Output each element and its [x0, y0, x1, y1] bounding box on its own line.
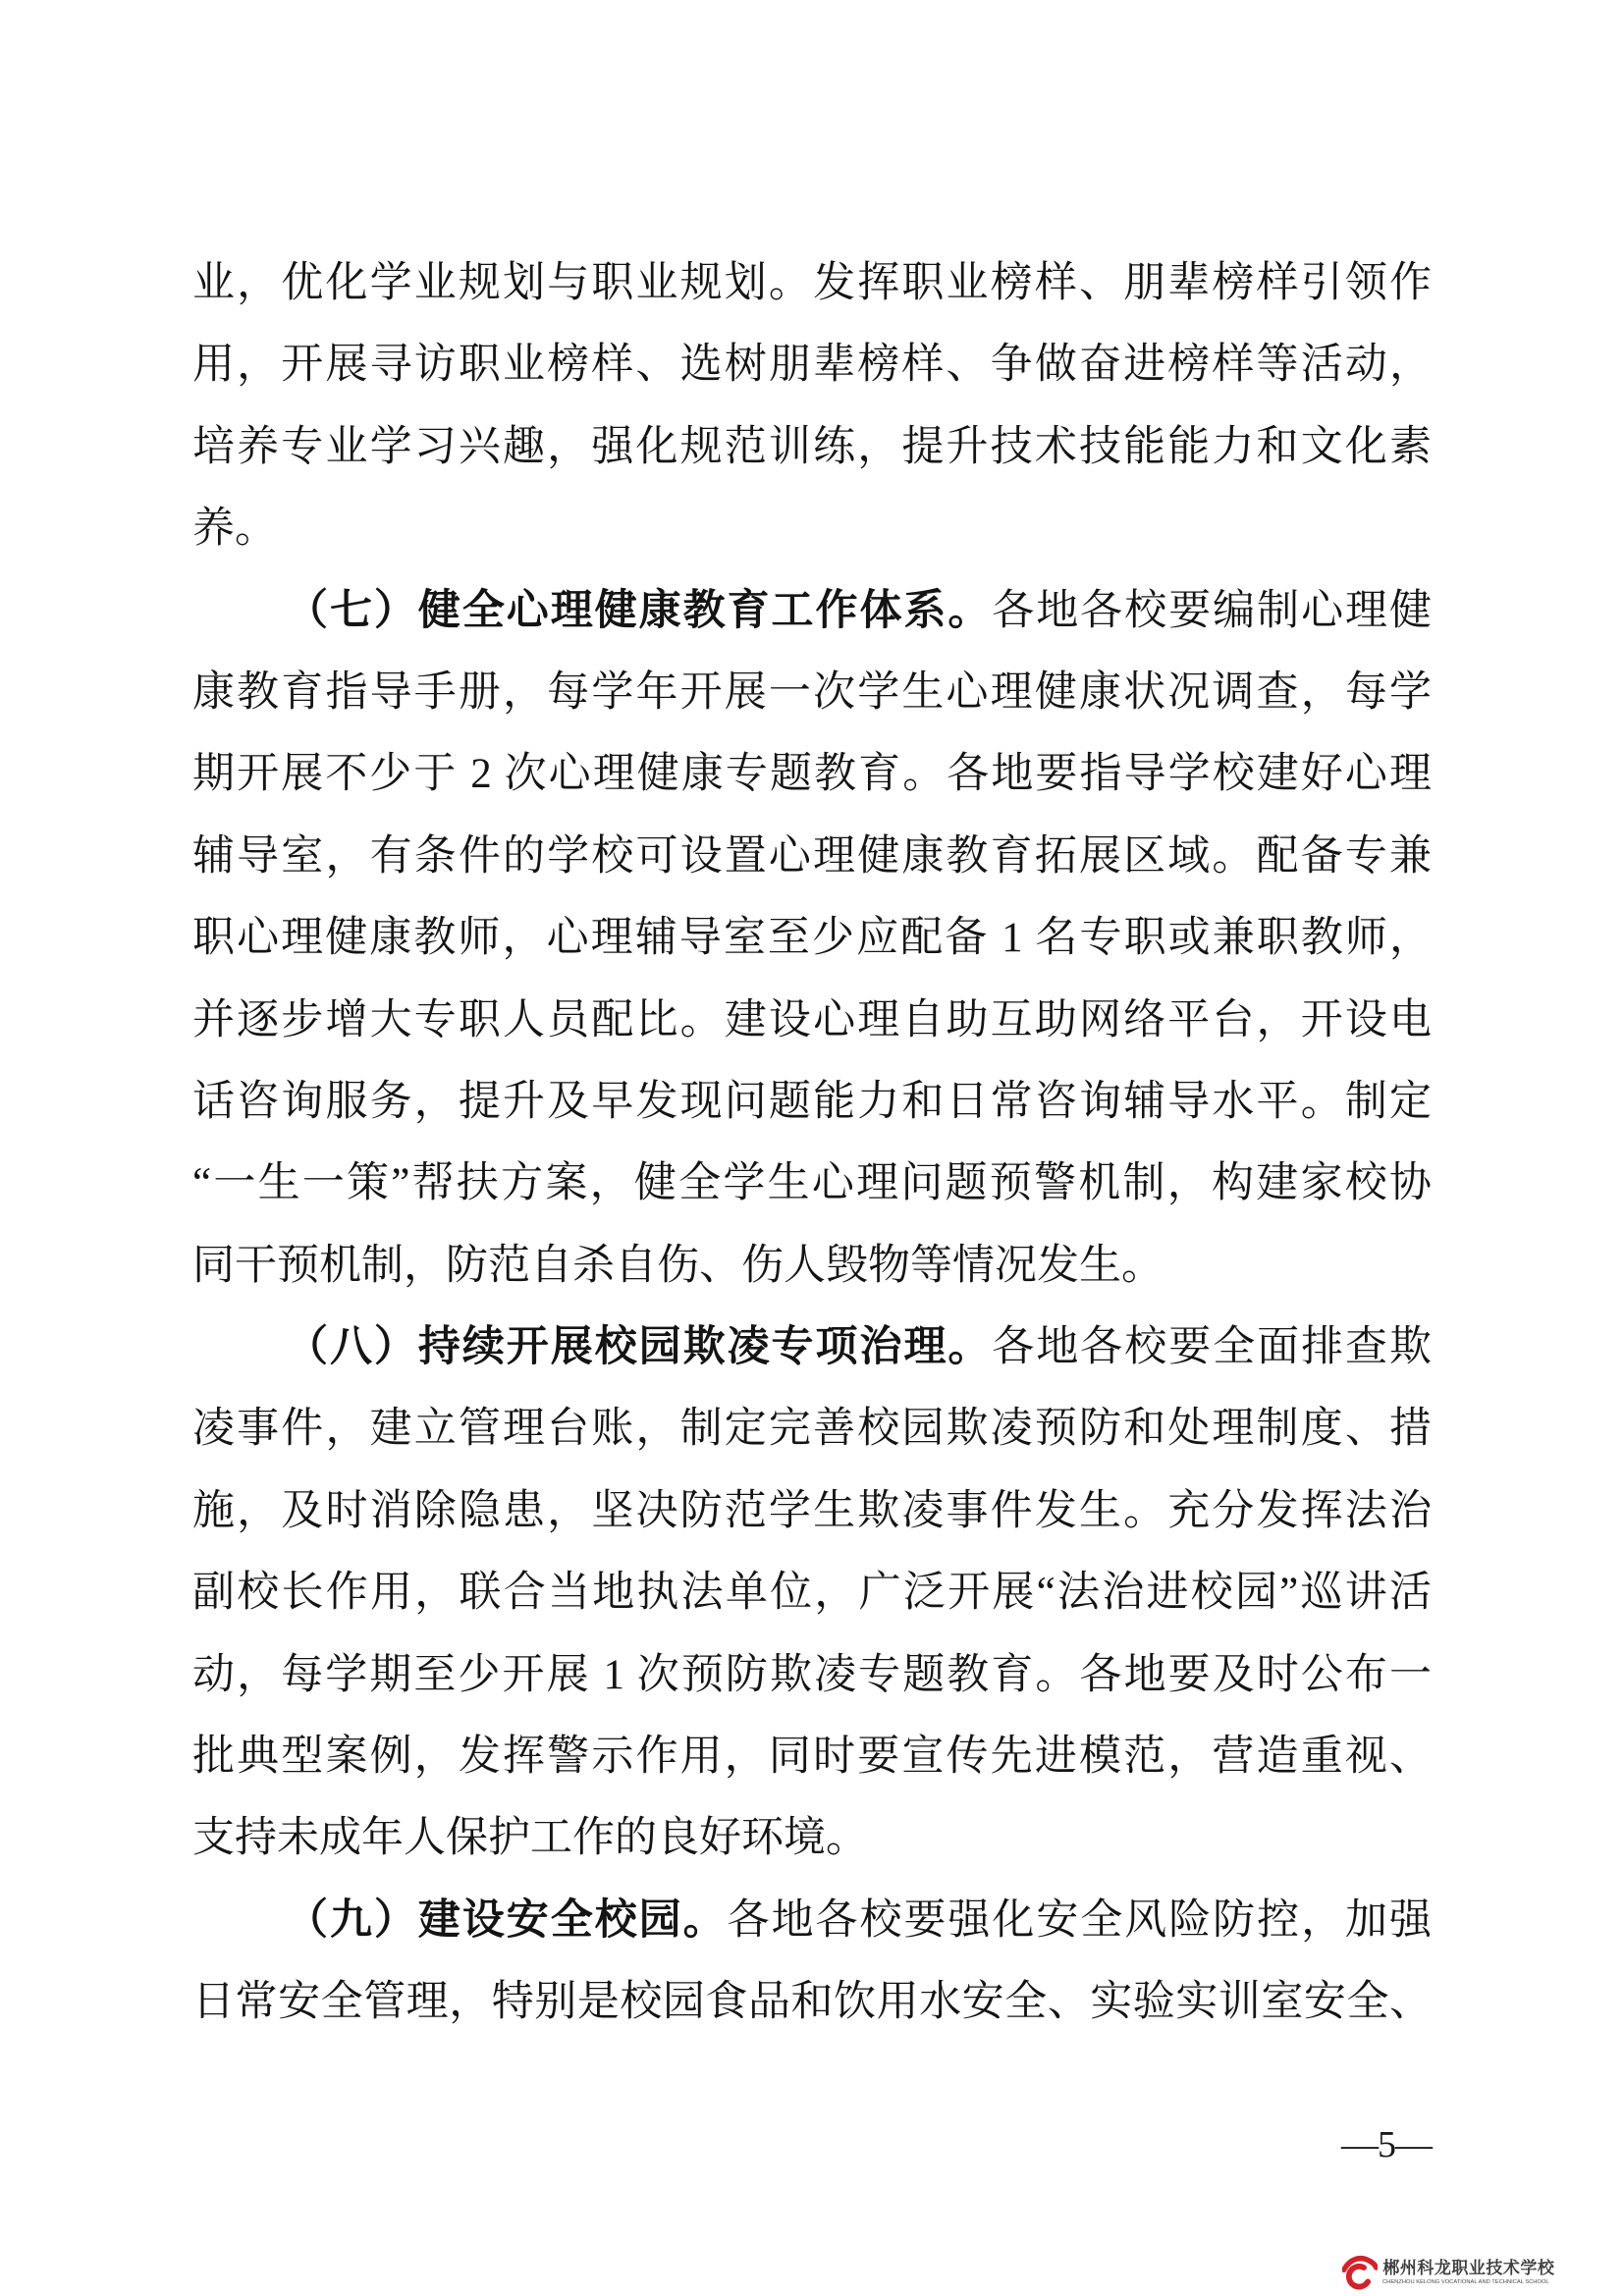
text-line: 业，优化学业规划与职业规划。发挥职业榜样、朋辈榜样引领作	[192, 260, 1432, 306]
text-line: （八）持续开展校园欺凌专项治理。各地各校要全面排查欺	[286, 1324, 1433, 1371]
text-line: 凌事件，建立管理台账，制定完善校园欺凌预防和处理制度、措	[192, 1406, 1432, 1453]
school-logo-text	[1382, 2259, 1614, 2287]
section-heading: （八）持续开展校园欺凌专项治理。	[286, 1324, 993, 1371]
text-line: 施，及时消除隐患，坚决防范学生欺凌事件发生。充分发挥法治	[192, 1487, 1432, 1534]
text-line: 批典型案例，发挥警示作用，同时要宣传先进模范，营造重视、	[192, 1734, 1432, 1781]
text-line: 动，每学期至少开展 1 次预防欺凌专题教育。各地要及时公布一	[192, 1651, 1432, 1698]
text-line: “一生一策”帮扶方案，健全学生心理问题预警机制，构建家校协	[192, 1160, 1432, 1207]
text-line: 期开展不少于 2 次心理健康专题教育。各地要指导学校建好心理	[192, 751, 1432, 798]
text-line: 话咨询服务，提升及早发现问题能力和日常咨询辅导水平。制定	[192, 1078, 1432, 1125]
text-line: 日常安全管理，特别是校园食品和饮用水安全、实验实训室安全、	[192, 1979, 1432, 2026]
school-name-zh: 郴州科龙职业技术学校	[1382, 2258, 1555, 2277]
text-line: 副校长作用，联合当地执法单位，广泛开展“法治进校园”巡讲活	[192, 1570, 1432, 1617]
section-heading: （九）建设安全校园。	[286, 1896, 728, 1944]
text-line: （九）建设安全校园。各地各校要强化安全风险防控，加强	[286, 1896, 1433, 1944]
text-line: 并逐步增大专职人员配比。建设心理自助互助网络平台，开设电	[192, 996, 1432, 1043]
section-heading: （七）健全心理健康教育工作体系。	[286, 587, 993, 634]
text-line: 支持未成年人保护工作的良好环境。	[192, 1815, 868, 1862]
text-line: 养。	[192, 506, 277, 553]
text-line: 同干预机制，防范自杀自伤、伤人毁物等情况发生。	[192, 1242, 1164, 1289]
text-line: 职心理健康教师，心理辅导室至少应配备 1 名专职或兼职教师，	[192, 915, 1432, 962]
document-body	[192, 242, 1432, 2044]
text-line: 用，开展寻访职业榜样、选树朋辈榜样、争做奋进榜样等活动，	[192, 342, 1432, 389]
text-line: 培养专业学习兴趣，强化规范训练，提升技术技能能力和文化素	[192, 423, 1432, 470]
school-logo-icon	[1342, 2253, 1378, 2292]
text-line: 辅导室，有条件的学校可设置心理健康教育拓展区域。配备专兼	[192, 832, 1432, 880]
text-line: （七）健全心理健康教育工作体系。各地各校要编制心理健	[286, 587, 1433, 634]
school-logo	[1342, 2253, 1614, 2292]
text-line: 康教育指导手册，每学年开展一次学生心理健康状况调查，每学	[192, 668, 1432, 716]
school-name-en: CHENZHOU KELONG VOCATIONAL AND TECHNICAL SCHOOL	[1382, 2277, 1550, 2284]
page-number: —5—	[1341, 2124, 1432, 2165]
